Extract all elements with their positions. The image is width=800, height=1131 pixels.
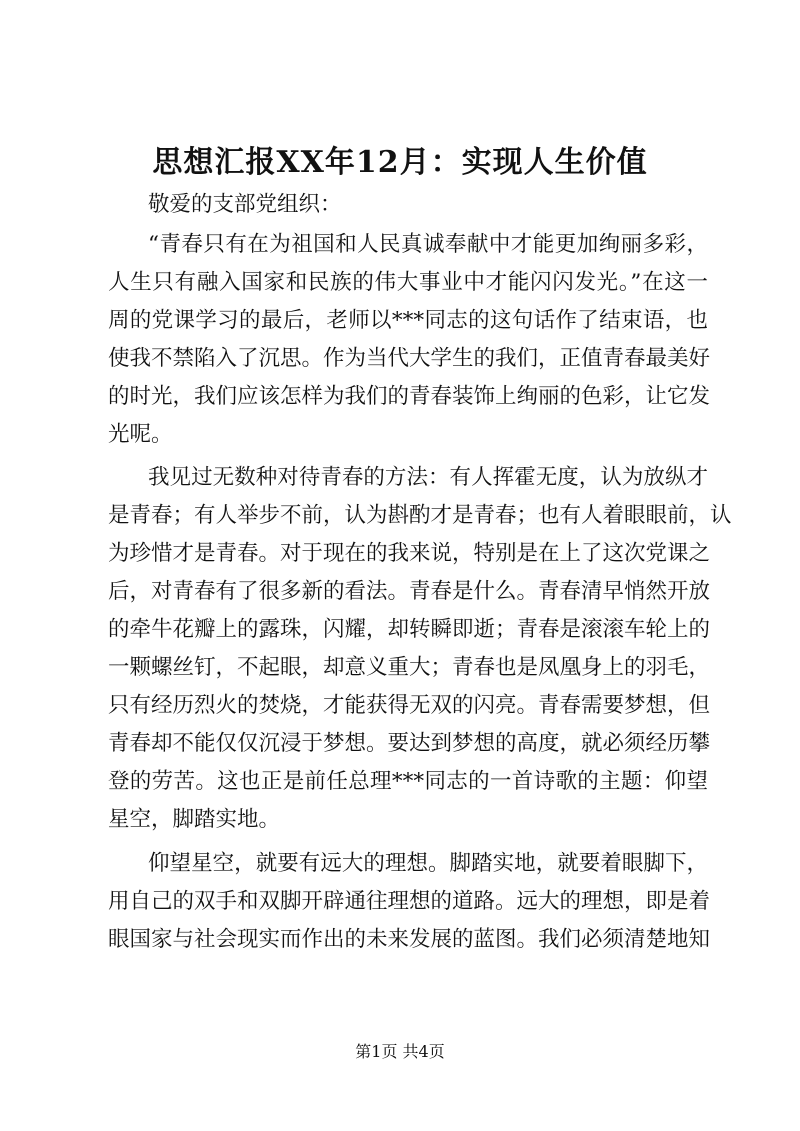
paragraph-3-line: 用自己的双手和双脚开辟通往理想的道路。远大的理想，即是着: [108, 889, 711, 914]
paragraph-1-line: 使我不禁陷入了沉思。作为当代大学生的我们，正值青春最美好: [108, 346, 711, 371]
paragraph-3-line: 仰望星空，就要有远大的理想。脚踏实地，就要着眼脚下，: [148, 851, 708, 876]
page-number-footer: 第1页 共4页: [355, 1042, 445, 1061]
document-title: 思想汇报XX年12月：实现人生价值: [152, 145, 648, 180]
paragraph-2-line: 的牵牛花瓣上的露珠，闪耀，却转瞬即逝；青春是滚滚车轮上的: [108, 617, 711, 642]
paragraph-2-line: 后，对青春有了很多新的看法。青春是什么。青春清早悄然开放: [108, 579, 711, 604]
paragraph-2-line: 我见过无数种对待青春的方法：有人挥霍无度，认为放纵才: [148, 465, 708, 490]
paragraph-2-line: 为珍惜才是青春。对于现在的我来说，特别是在上了这次党课之: [108, 541, 711, 566]
paragraph-3-line: 眼国家与社会现实而作出的未来发展的蓝图。我们必须清楚地知: [108, 927, 711, 952]
paragraph-1-line: 人生只有融入国家和民族的伟大事业中才能闪闪发光。”在这一: [108, 270, 708, 295]
paragraph-2-line: 只有经历烈火的焚烧，才能获得无双的闪亮。青春需要梦想，但: [108, 693, 711, 718]
paragraph-2-line: 星空，脚踏实地。: [108, 807, 281, 832]
paragraph-2-line: 是青春；有人举步不前，认为斟酌才是青春；也有人着眼眼前，认: [108, 503, 732, 528]
paragraph-2-line: 一颗螺丝钉，不起眼，却意义重大；青春也是凤凰身上的羽毛，: [108, 655, 711, 680]
paragraph-1-line: 的时光，我们应该怎样为我们的青春装饰上绚丽的色彩，让它发: [108, 384, 711, 409]
paragraph-2-line: 青春却不能仅仅沉浸于梦想。要达到梦想的高度，就必须经历攀: [108, 731, 711, 756]
paragraph-1-line: “青春只有在为祖国和人民真诚奉献中才能更加绚丽多彩，: [148, 232, 708, 257]
paragraph-1-line: 周的党课学习的最后，老师以***同志的这句话作了结束语，也: [108, 308, 708, 333]
paragraph-1-line: 光呢。: [108, 422, 173, 447]
salutation: 敬爱的支部党组织：: [148, 192, 342, 217]
paragraph-2-line: 登的劳苦。这也正是前任总理***同志的一首诗歌的主题：仰望: [108, 769, 708, 794]
